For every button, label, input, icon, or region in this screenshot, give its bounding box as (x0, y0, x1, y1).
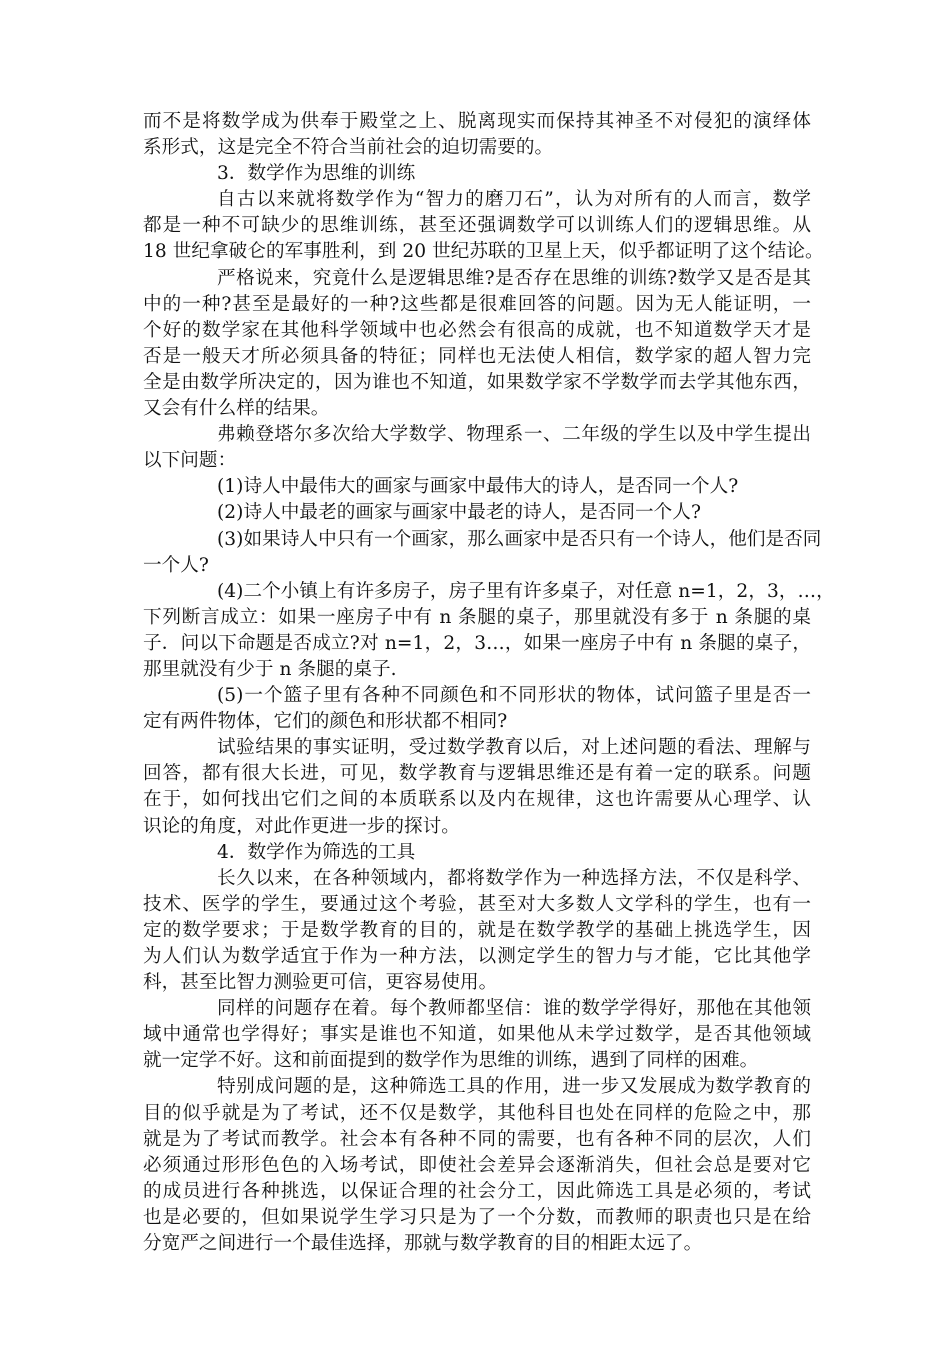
text-line: (2)诗人中最老的画家与画家中最老的诗人，是否同一个人? (217, 502, 701, 524)
text-line: 分宽严之间进行一个最佳选择，那就与数学教育的目的相距太远了。 (143, 1233, 703, 1255)
text-line: 回答，都有很大长进，可见，数学教育与逻辑思维还是有着一定的联系。问题 (143, 763, 811, 785)
text-line: 系形式，这是完全不符合当前社会的迫切需要的。 (143, 137, 554, 159)
text-line: 弗赖登塔尔多次给大学数学、物理系一、二年级的学生以及中学生提出 (217, 424, 811, 446)
text-line: 技术、医学的学生，要通过这个考验，甚至对大多数人文学科的学生，也有一 (143, 893, 811, 915)
text-line: 必须通过形形色色的入场考试，即使社会差异会逐渐消失，但社会总是要对它 (143, 1154, 811, 1176)
text-line: 在于，如何找出它们之间的本质联系以及内在规律，这也许需要从心理学、认 (143, 789, 811, 811)
text-line: 的成员进行各种挑选，以保证合理的社会分工，因此筛选工具是必须的，考试 (143, 1180, 811, 1202)
text-line: 严格说来，究竟什么是逻辑思维?是否存在思维的训练?数学又是否是其 (217, 267, 811, 289)
text-line: 定有两件物体，它们的颜色和形状都不相同? (143, 711, 508, 733)
text-line: 也是必要的，但如果说学生学习只是为了一个分数，而教师的职责也只是在给 (143, 1206, 811, 1228)
text-line: 试验结果的事实证明，受过数学教育以后，对上述问题的看法、理解与 (217, 737, 811, 759)
text-line: 为人们认为数学适宜于作为一种方法，以测定学生的智力与才能，它比其他学 (143, 946, 811, 967)
text-line: 以下问题： (143, 450, 237, 472)
text-line: 否是一般天才所必须具备的特征；同样也无法使人相信，数学家的超人智力完 (143, 345, 811, 367)
text-line: 域中通常也学得好；事实是谁也不知道，如果他从未学过数学，是否其他领域 (143, 1024, 811, 1046)
text-line: 自古以来就将数学作为“智力的磨刀石”，认为对所有的人而言，数学 (217, 189, 811, 211)
text-line: 科，甚至比智力测验更可信，更容易使用。 (143, 972, 498, 994)
text-line: 就是为了考试而教学。社会本有各种不同的需要，也有各种不同的层次，人们 (143, 1128, 811, 1150)
text-line: (4)二个小镇上有许多房子，房子里有许多桌子，对任意 n=1，2，3，…， (217, 580, 835, 602)
text-line: 4．数学作为筛选的工具 (217, 841, 416, 863)
text-line: 特别成问题的是，这种筛选工具的作用，进一步又发展成为数学教育的 (217, 1076, 811, 1098)
text-line: 而不是将数学成为供奉于殿堂之上、脱离现实而保持其神圣不对侵犯的演绎体 (143, 111, 811, 132)
document-body (143, 109, 835, 1257)
text-line: (5)一个篮子里有各种不同颜色和不同形状的物体，试问篮子里是否一 (217, 685, 811, 707)
text-line: 又会有什么样的结果。 (143, 398, 330, 420)
text-line: 个好的数学家在其他科学领域中也必然会有很高的成就，也不知道数学天才是 (143, 319, 811, 341)
text-line: 都是一种不可缺少的思维训练，甚至还强调数学可以训练人们的逻辑思维。从 (143, 215, 811, 237)
text-line: 识论的角度，对此作更进一步的探讨。 (143, 815, 460, 837)
text-line: 那里就没有少于 n 条腿的桌子. (143, 658, 397, 680)
text-line: (1)诗人中最伟大的画家与画家中最伟大的诗人，是否同一个人? (217, 476, 739, 498)
text-line: 子．问以下命题是否成立?对 n=1，2，3…，如果一座房子中有 n 条腿的桌子， (143, 632, 811, 654)
text-line: 长久以来，在各种领域内，都将数学作为一种选择方法，不仅是科学、 (217, 867, 811, 889)
text-line: 下列断言成立：如果一座房子中有 n 条腿的桌子，那里就没有多于 n 条腿的桌 (143, 606, 811, 628)
text-line: 同样的问题存在着。每个教师都坚信：谁的数学学得好，那他在其他领 (217, 998, 811, 1020)
text-line: 中的一种?甚至是最好的一种?这些都是很难回答的问题。因为无人能证明，一 (143, 293, 811, 315)
text-line: 18 世纪拿破仑的军事胜利，到 20 世纪苏联的卫星上天，似乎都证明了这个结论。 (143, 241, 824, 263)
text-line: 就一定学不好。这和前面提到的数学作为思维的训练，遇到了同样的困难。 (143, 1050, 759, 1072)
text-line: 定的数学要求；于是数学教育的目的，就是在数学教学的基础上挑选学生，因 (143, 919, 811, 941)
text-line: (3)如果诗人中只有一个画家，那么画家中是否只有一个诗人，他们是否同 (217, 528, 822, 550)
text-line: 一个人? (143, 554, 209, 576)
text-line: 目的似乎就是为了考试，还不仅是数学，其他科目也处在同样的危险之中，那 (143, 1102, 811, 1124)
text-line: 3．数学作为思维的训练 (217, 163, 416, 185)
text-line: 全是由数学所决定的，因为谁也不知道，如果数学家不学数学而去学其他东西， (143, 371, 811, 393)
